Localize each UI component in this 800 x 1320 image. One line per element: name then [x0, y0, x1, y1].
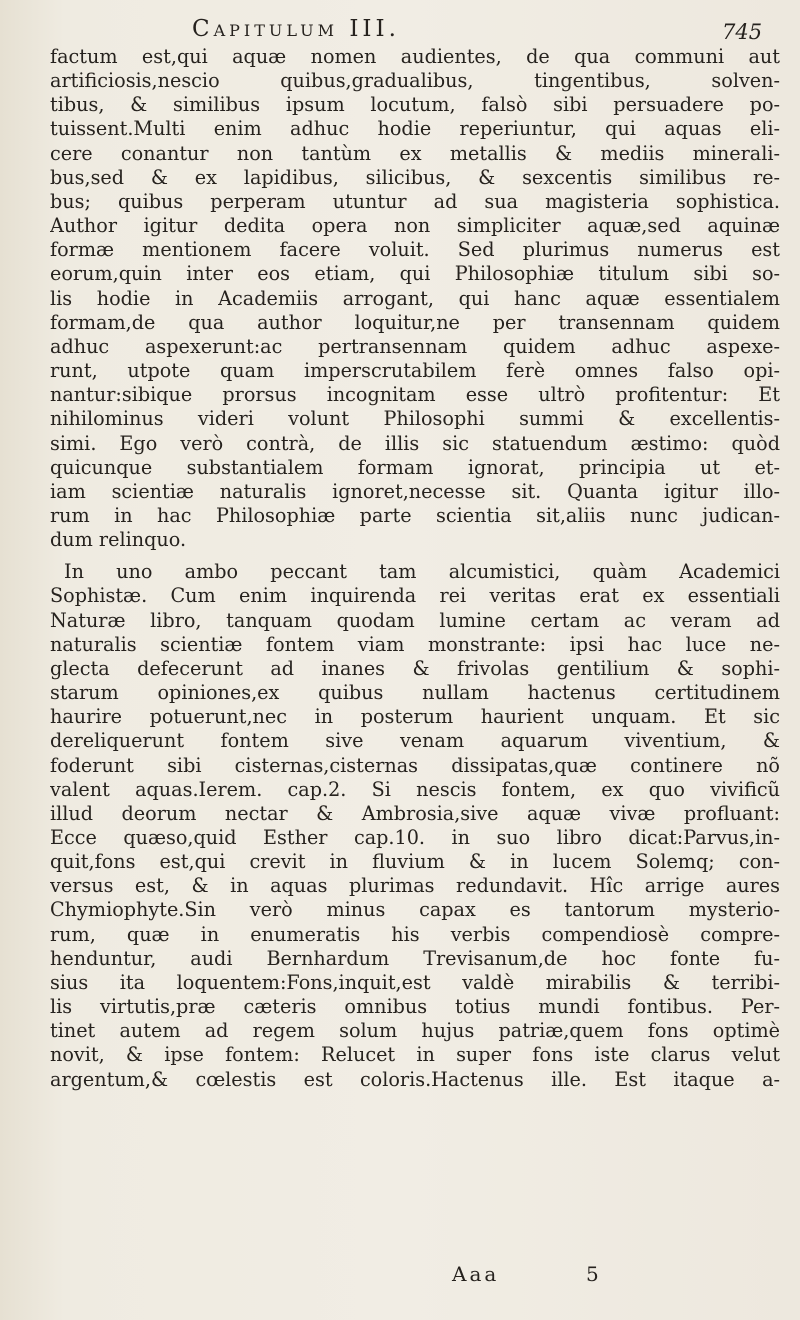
text-line: cere conantur non tantùm ex metallis & mediis minerali- — [50, 141, 780, 165]
text-line: runt, utpote quam imperscrutabilem ferè omnes falso opi- — [50, 359, 780, 383]
catchword: 5 — [586, 1262, 599, 1286]
text-line: Chymiophyte.Sin verò minus capax es tantorum mysterio- — [50, 898, 780, 922]
text-line: bus,sed & ex lapidibus, silicibus, & sexcentis similibus re- — [50, 165, 780, 189]
text-line: quicunque substantialem formam ignorat, principia ut et- — [50, 455, 780, 479]
text-line: starum opiniones,ex quibus nullam hactenus certitudinem — [50, 681, 780, 705]
body-text — [50, 45, 780, 1092]
page-header — [0, 12, 800, 46]
paragraph-1 — [50, 45, 780, 552]
paragraph-gap — [50, 552, 780, 560]
text-line: Ecce quæso,quid Esther cap.10. in suo libro dicat:Parvus,in- — [50, 826, 780, 849]
text-line: versus est, & in aquas plurimas redundavit. Hîc arrige aures — [50, 874, 780, 898]
text-line: Author igitur dedita opera non simpliciter aquæ,sed aquinæ — [50, 214, 780, 238]
text-line: haurire potuerunt,nec in posterum haurient unquam. Et sic — [50, 705, 780, 729]
page-footer — [0, 1262, 800, 1292]
text-line: tibus, & similibus ipsum locutum, falsò sibi persuadere po- — [50, 93, 780, 117]
text-line: nihilominus videri volunt Philosophi summi & excellentis- — [50, 407, 780, 431]
paragraph-2 — [50, 560, 780, 1091]
text-line: illud deorum nectar & Ambrosia,sive aquæ vivæ profluant: — [50, 801, 780, 825]
text-line: sius ita loquentem:Fons,inquit,est valdè mirabilis & terribi- — [50, 970, 780, 994]
text-line: nantur:sibique prorsus incognitam esse ultrò profitentur: Et — [50, 383, 780, 407]
text-line: factum est,qui aquæ nomen audientes, de qua communi aut — [50, 45, 780, 68]
text-line: glecta defecerunt ad inanes & frivolas gentilium & sophi- — [50, 656, 780, 680]
page-number: 745 — [722, 20, 763, 44]
text-line: artificiosis,nescio quibus,gradualibus, tingentibus, solven- — [50, 69, 780, 93]
text-line: adhuc aspexerunt:ac pertransennam quidem adhuc aspexe- — [50, 334, 780, 358]
text-line: In uno ambo peccant tam alcumistici, quàm Academici — [64, 560, 780, 584]
text-line: dereliquerunt fontem sive venam aquarum viventium, & — [50, 729, 780, 753]
text-line: henduntur, audi Bernhardum Trevisanum,de hoc fonte fu- — [50, 946, 780, 970]
text-line: quit,fons est,qui crevit in fluvium & in lucem Solemq; con- — [50, 850, 780, 874]
text-line: foderunt sibi cisternas,cisternas dissipatas,quæ continere nõ — [50, 753, 780, 777]
text-line: formæ mentionem facere voluit. Sed plurimus numerus est — [50, 238, 780, 262]
text-line: iam scientiæ naturalis ignoret,necesse sit. Quanta igitur illo- — [50, 479, 780, 503]
text-line: simi. Ego verò contrà, de illis sic statuendum æstimo: quòd — [50, 431, 780, 455]
text-line: formam,de qua author loquitur,ne per transennam quidem — [50, 310, 780, 334]
text-line: valent aquas.Ierem. cap.2. Si nescis fontem, ex quo vivificũ — [50, 777, 780, 801]
text-line: rum, quæ in enumeratis his verbis compendiosè compre- — [50, 922, 780, 946]
text-line: dum relinquo. — [50, 528, 187, 552]
running-head: Capitulum III. — [192, 16, 400, 42]
text-line: Naturæ libro, tanquam quodam lumine certam ac veram ad — [50, 608, 780, 632]
text-line: lis hodie in Academiis arrogant, qui hanc aquæ essentialem — [50, 286, 780, 310]
text-line: bus; quibus perperam utuntur ad sua magisteria sophistica. — [50, 189, 780, 213]
text-line: novit, & ipse fontem: Relucet in super fons iste clarus velut — [50, 1043, 780, 1067]
text-line: lis virtutis,præ cæteris omnibus totius mundi fontibus. Per- — [50, 995, 780, 1019]
text-line: argentum,& cœlestis est coloris.Hactenus ille. Est itaque a- — [50, 1067, 780, 1091]
text-line: tuissent.Multi enim adhuc hodie reperiuntur, qui aquas eli- — [50, 117, 780, 141]
signature-mark: Aaa — [452, 1262, 500, 1286]
text-line: Sophistæ. Cum enim inquirenda rei veritas erat ex essentiali — [50, 584, 780, 608]
text-line: rum in hac Philosophiæ parte scientia sit,aliis nunc judican- — [50, 503, 780, 527]
text-line: eorum,quin inter eos etiam, qui Philosophiæ titulum sibi so- — [50, 262, 780, 286]
text-line: naturalis scientiæ fontem viam monstrante: ipsi hac luce ne- — [50, 632, 780, 656]
text-line: tinet autem ad regem solum hujus patriæ,quem fons optimè — [50, 1019, 780, 1043]
